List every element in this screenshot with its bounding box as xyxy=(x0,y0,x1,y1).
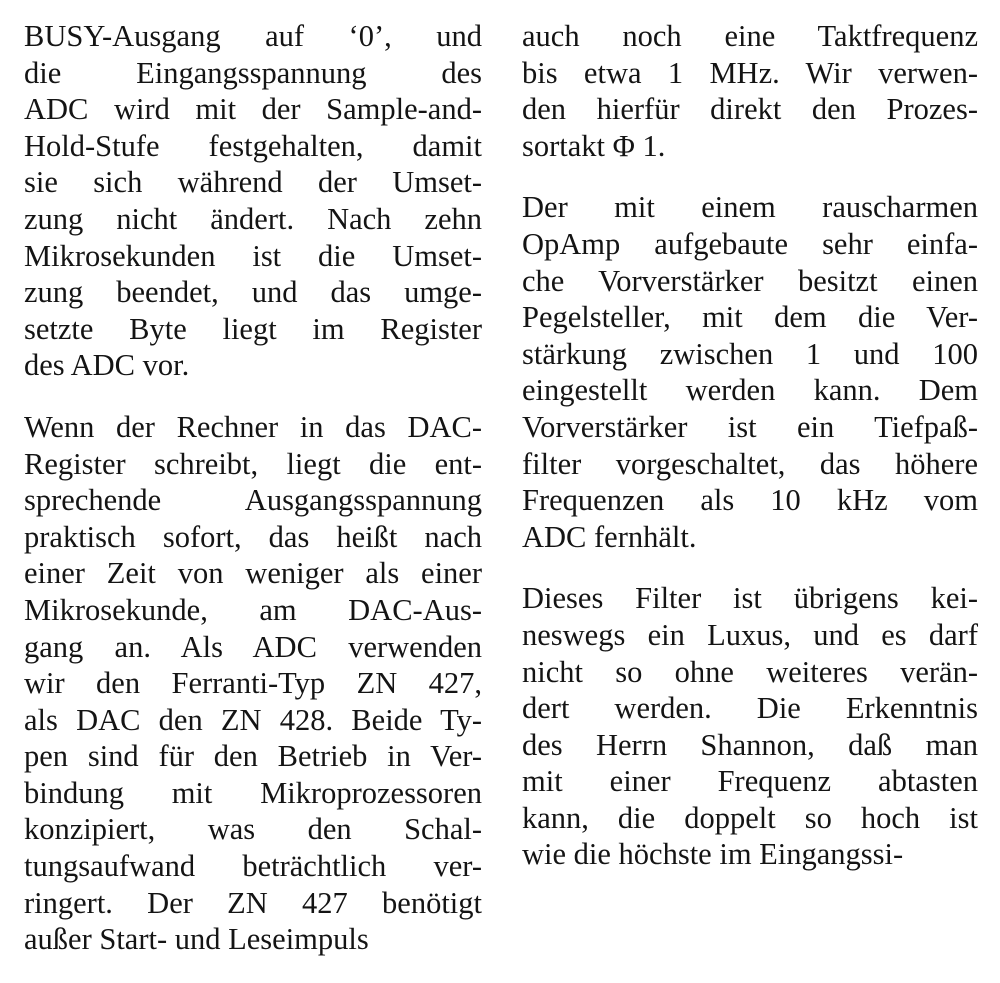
paragraph xyxy=(24,409,482,958)
text-line: bis etwa 1 MHz. Wir verwen- xyxy=(522,55,978,90)
text-line: pen sind für den Betrieb in Ver- xyxy=(24,739,482,774)
text-line: wir den Ferranti-Typ ZN 427, xyxy=(24,666,482,701)
text-line: eingestellt werden kann. Dem xyxy=(522,373,978,408)
paragraph xyxy=(522,580,978,873)
text-line: kann, die doppelt so hoch ist xyxy=(522,800,978,835)
text-line: Mikrosekunde, am DAC-Aus- xyxy=(24,592,482,627)
text-line: sortakt Φ 1. xyxy=(522,128,666,163)
text-line: ADC wird mit der Sample-and- xyxy=(24,92,482,127)
paragraph xyxy=(522,18,978,164)
text-line: ADC fernhält. xyxy=(522,519,697,554)
text-line: den hierfür direkt den Prozes- xyxy=(522,92,978,127)
text-line: praktisch sofort, das heißt nach xyxy=(24,519,482,554)
text-line: che Vorverstärker besitzt einen xyxy=(522,263,978,298)
text-line: konzipiert, was den Schal- xyxy=(24,812,482,847)
text-line: zung beendet, und das umge- xyxy=(24,275,482,310)
text-line: des ADC vor. xyxy=(24,348,190,383)
text-line: tungsaufwand beträchtlich ver- xyxy=(24,849,482,884)
text-line: mit einer Frequenz abtasten xyxy=(522,764,978,799)
text-line: Hold-Stufe festgehalten, damit xyxy=(24,128,482,163)
text-line: auch noch eine Taktfrequenz xyxy=(522,19,978,53)
paragraph xyxy=(522,189,978,555)
text-column-right xyxy=(522,18,978,898)
text-line: als DAC den ZN 428. Beide Ty- xyxy=(24,702,482,737)
text-line: einer Zeit von weniger als einer xyxy=(24,556,482,591)
text-line: Vorverstärker ist ein Tiefpaß- xyxy=(522,409,978,444)
text-line: BUSY-Ausgang auf ‘0’, und xyxy=(24,19,482,53)
text-line: gang an. Als ADC verwenden xyxy=(24,629,482,664)
text-line: neswegs ein Luxus, und es darf xyxy=(522,617,978,652)
text-line: dert werden. Die Erkenntnis xyxy=(522,691,978,726)
text-line: nicht so ohne weiteres verän- xyxy=(522,654,978,689)
text-line: ringert. Der ZN 427 benötigt xyxy=(24,885,482,920)
text-line: Frequenzen als 10 kHz vom xyxy=(522,483,978,518)
text-line: zung nicht ändert. Nach zehn xyxy=(24,201,482,236)
text-line: Register schreibt, liegt die ent- xyxy=(24,446,482,481)
text-line: sie sich während der Umset- xyxy=(24,165,482,200)
text-line: stärkung zwischen 1 und 100 xyxy=(522,336,978,371)
text-line: filter vorgeschaltet, das höhere xyxy=(522,446,978,481)
paragraph xyxy=(24,18,482,384)
text-line: Wenn der Rechner in das DAC- xyxy=(24,409,482,444)
text-line: OpAmp aufgebaute sehr einfa- xyxy=(522,226,978,261)
text-line: die Eingangsspannung des xyxy=(24,55,482,90)
text-line: setzte Byte liegt im Register xyxy=(24,311,482,346)
text-column-left xyxy=(24,18,482,983)
text-line: sprechende Ausgangsspannung xyxy=(24,483,482,518)
text-line: wie die höchste im Eingangssi- xyxy=(522,837,904,872)
text-line: Der mit einem rauscharmen xyxy=(522,190,978,225)
text-line: Pegelsteller, mit dem die Ver- xyxy=(522,300,978,335)
text-line: außer Start- und Leseimpuls xyxy=(24,922,369,957)
text-line: bindung mit Mikroprozessoren xyxy=(24,775,482,810)
text-line: des Herrn Shannon, daß man xyxy=(522,727,978,762)
text-line: Dieses Filter ist übrigens kei- xyxy=(522,581,978,616)
text-line: Mikrosekunden ist die Umset- xyxy=(24,238,482,273)
